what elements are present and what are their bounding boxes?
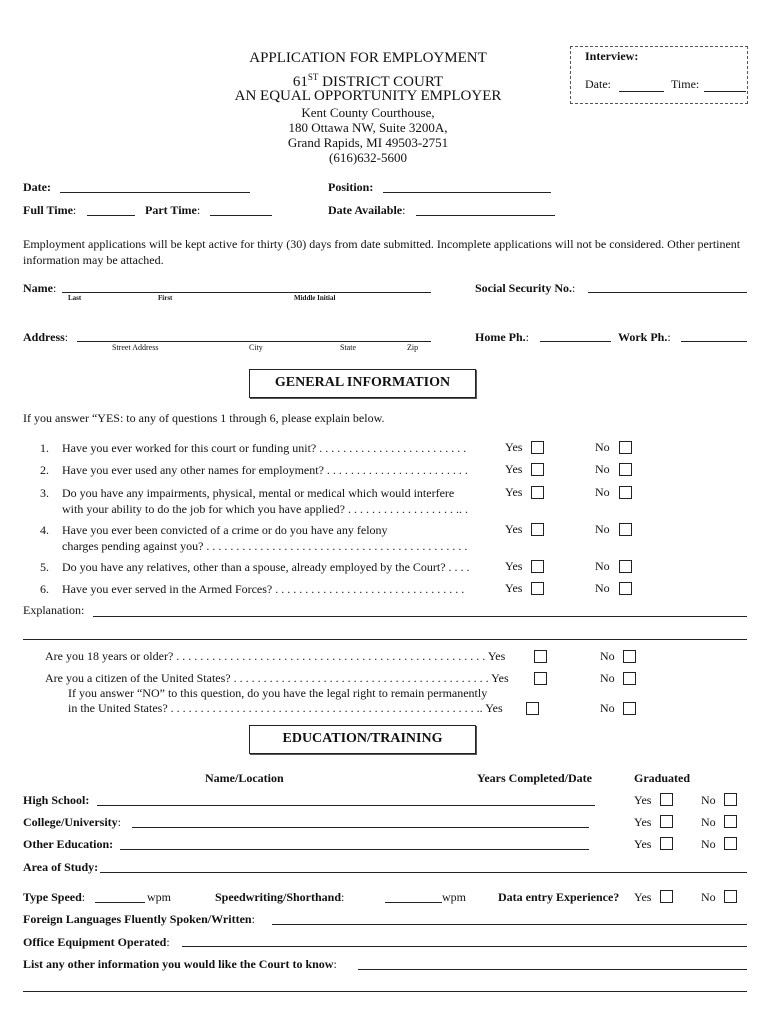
age-no-label: No xyxy=(600,649,615,663)
explanation-field-line1[interactable] xyxy=(93,616,747,617)
age-no-checkbox[interactable] xyxy=(623,650,636,663)
form-title-line1: APPLICATION FOR EMPLOYMENT xyxy=(249,50,487,66)
q6-yes-checkbox[interactable] xyxy=(531,582,544,595)
other-education-yes-label: Yes xyxy=(634,837,652,851)
date-available-field[interactable] xyxy=(416,215,555,216)
explanation-label: Explanation: xyxy=(23,603,85,617)
interview-box xyxy=(570,46,748,104)
legal-right-no-checkbox[interactable] xyxy=(623,702,636,715)
work-phone-field[interactable] xyxy=(681,341,747,342)
question-5: 5. Do you have any relatives, other than a spouse, already employed by the Court? . . . . xyxy=(40,560,470,574)
area-of-study-field[interactable] xyxy=(100,872,747,873)
other-info-label: List any other information you would like the Court to know: xyxy=(23,957,337,971)
work-phone-label: Work Ph.: xyxy=(618,330,671,344)
legal-right-yes-checkbox[interactable] xyxy=(526,702,539,715)
type-speed-field[interactable] xyxy=(95,902,145,903)
high-school-no-label: No xyxy=(701,793,716,807)
col-name-location: Name/Location xyxy=(205,771,284,785)
general-intro: If you answer “YES: to any of questions 1 through 6, please explain below. xyxy=(23,411,385,425)
other-education-label: Other Education: xyxy=(23,837,114,851)
general-information-heading: GENERAL INFORMATION xyxy=(249,369,476,398)
street-caption: Street Address xyxy=(112,343,159,352)
citizen-question: Are you a citizen of the United States? . . . . . . . . . . . . . . . . . . . . . . . . . . . . . . . . . . . . . . . . . . . Yes xyxy=(45,671,509,685)
date-label: Date: xyxy=(23,180,51,194)
zip-caption: Zip xyxy=(407,343,419,352)
ssn-field[interactable] xyxy=(588,292,747,293)
other-education-field[interactable] xyxy=(120,849,589,850)
q2-yes-label: Yes xyxy=(505,462,523,476)
part-time-label: Part Time: xyxy=(145,203,201,217)
languages-label: Foreign Languages Fluently Spoken/Written: xyxy=(23,912,255,926)
college-yes-label: Yes xyxy=(634,815,652,829)
part-time-field[interactable] xyxy=(210,215,272,216)
citizen-no-label: No xyxy=(600,671,615,685)
question-2: 2. Have you ever used any other names for employment? . . . . . . . . . . . . . . . . . . . . . . . . xyxy=(40,463,468,477)
q4-no-label: No xyxy=(595,522,610,536)
languages-field[interactable] xyxy=(272,924,747,925)
name-field[interactable] xyxy=(62,292,431,293)
high-school-yes-checkbox[interactable] xyxy=(660,793,673,806)
high-school-no-checkbox[interactable] xyxy=(724,793,737,806)
data-entry-label: Data entry Experience? xyxy=(498,890,620,904)
legal-right-question-line1: If you answer “NO” to this question, do you have the legal right to remain permanently xyxy=(68,686,488,700)
college-no-checkbox[interactable] xyxy=(724,815,737,828)
office-equipment-label: Office Equipment Operated: xyxy=(23,935,170,949)
date-field[interactable] xyxy=(60,192,250,193)
q6-yes-label: Yes xyxy=(505,581,523,595)
legal-right-no-label: No xyxy=(600,701,615,715)
data-entry-no-label: No xyxy=(701,890,716,904)
q2-yes-checkbox[interactable] xyxy=(531,463,544,476)
notice-text: Employment applications will be kept active for thirty (30) days from date submitted. Incomplete applications will not be considered. Other pertinent information may be attached. xyxy=(23,237,741,267)
college-yes-checkbox[interactable] xyxy=(660,815,673,828)
q4-yes-label: Yes xyxy=(505,522,523,536)
other-education-no-label: No xyxy=(701,837,716,851)
other-info-field-line1[interactable] xyxy=(358,969,747,970)
q5-yes-label: Yes xyxy=(505,559,523,573)
name-label: Name: xyxy=(23,281,57,295)
shorthand-label: Speedwriting/Shorthand: xyxy=(215,890,345,904)
high-school-label: High School: xyxy=(23,793,90,807)
name-middle-caption: Middle Initial xyxy=(294,294,336,302)
high-school-field[interactable] xyxy=(97,805,595,806)
question-3: 3. Do you have any impairments, physical, mental or medical which would interfere with your ability to do the job for which you have applied? . . . . . . . . . . . . . . . . . . .. . xyxy=(40,486,468,516)
other-education-no-checkbox[interactable] xyxy=(724,837,737,850)
q6-no-checkbox[interactable] xyxy=(619,582,632,595)
office-equipment-field[interactable] xyxy=(182,946,747,947)
date-available-label: Date Available: xyxy=(328,203,406,217)
address-line2: 180 Ottawa NW, Suite 3200A, xyxy=(288,120,448,135)
age-yes-checkbox[interactable] xyxy=(534,650,547,663)
other-info-field-line2[interactable] xyxy=(23,991,747,992)
court-name: DISTRICT COURT xyxy=(318,74,444,90)
age-question: Are you 18 years or older? . . . . . . . . . . . . . . . . . . . . . . . . . . . . . . . . . . . . . . . . . . . . . . . . . . . . Yes xyxy=(45,649,506,663)
ssn-label: Social Security No.: xyxy=(475,281,576,295)
name-first-caption: First xyxy=(158,294,173,302)
interview-date-label: Date: xyxy=(585,77,611,91)
data-entry-yes-checkbox[interactable] xyxy=(660,890,673,903)
college-field[interactable] xyxy=(132,827,589,828)
other-education-yes-checkbox[interactable] xyxy=(660,837,673,850)
question-4: 4. Have you ever been convicted of a crime or do you have any felony charges pending against you? . . . . . . . . . . . . . . . . . . . . . . . . . . . . . . . . . . . . . . . . . . . . xyxy=(40,523,468,553)
citizen-yes-checkbox[interactable] xyxy=(534,672,547,685)
address-line3: Grand Rapids, MI 49503-2751 xyxy=(287,135,449,150)
interview-time-field[interactable] xyxy=(704,91,746,92)
city-caption: City xyxy=(249,343,263,352)
address-label: Address: xyxy=(23,330,69,344)
area-of-study-label: Area of Study: xyxy=(23,860,99,874)
address-field[interactable] xyxy=(77,341,431,342)
q2-no-label: No xyxy=(595,462,610,476)
q3-no-checkbox[interactable] xyxy=(619,486,632,499)
q5-yes-checkbox[interactable] xyxy=(531,560,544,573)
data-entry-yes-label: Yes xyxy=(634,890,652,904)
q6-no-label: No xyxy=(595,581,610,595)
question-1: 1. Have you ever worked for this court or funding unit? . . . . . . . . . . . . . . . . . . . . . . . . . xyxy=(40,441,467,455)
high-school-yes-label: Yes xyxy=(634,793,652,807)
state-caption: State xyxy=(340,343,356,352)
q3-yes-checkbox[interactable] xyxy=(531,486,544,499)
col-years-completed: Years Completed/Date xyxy=(477,771,592,785)
interview-date-field[interactable] xyxy=(619,91,664,92)
q1-no-checkbox[interactable] xyxy=(619,441,632,454)
col-graduated: Graduated xyxy=(634,771,691,785)
education-training-heading: EDUCATION/TRAINING xyxy=(249,725,476,754)
court-number-suffix: ST xyxy=(307,72,319,82)
position-field[interactable] xyxy=(383,192,551,193)
college-label: College/University: xyxy=(23,815,121,829)
form-title-line3: AN EQUAL OPPORTUNITY EMPLOYER xyxy=(234,88,502,104)
data-entry-no-checkbox[interactable] xyxy=(724,890,737,903)
full-time-label: Full Time: xyxy=(23,203,77,217)
q5-no-checkbox[interactable] xyxy=(619,560,632,573)
legal-right-question-line2: in the United States? . . . . . . . . . . . . . . . . . . . . . . . . . . . . . . . . . . . . . . . . . . . . . . . . . . . .. Yes xyxy=(68,701,503,715)
full-time-field[interactable] xyxy=(87,215,135,216)
q3-no-label: No xyxy=(595,485,610,499)
name-last-caption: Last xyxy=(68,294,82,302)
citizen-no-checkbox[interactable] xyxy=(623,672,636,685)
home-phone-label: Home Ph.: xyxy=(475,330,530,344)
shorthand-field[interactable] xyxy=(385,902,442,903)
q1-no-label: No xyxy=(595,440,610,454)
question-6: 6. Have you ever served in the Armed Forces? . . . . . . . . . . . . . . . . . . . . . . . . . . . . . . . . xyxy=(40,582,465,596)
q4-no-checkbox[interactable] xyxy=(619,523,632,536)
interview-title: Interview: xyxy=(585,49,639,63)
address-line1: Kent County Courthouse, xyxy=(301,105,435,120)
college-no-label: No xyxy=(701,815,716,829)
interview-time-label: Time: xyxy=(671,77,700,91)
address-phone: (616)632-5600 xyxy=(329,150,407,165)
q1-yes-checkbox[interactable] xyxy=(531,441,544,454)
position-label: Position: xyxy=(328,180,374,194)
explanation-field-line2[interactable] xyxy=(23,639,747,640)
q1-yes-label: Yes xyxy=(505,440,523,454)
q4-yes-checkbox[interactable] xyxy=(531,523,544,536)
court-number: 61 xyxy=(292,74,308,90)
q3-yes-label: Yes xyxy=(505,485,523,499)
q5-no-label: No xyxy=(595,559,610,573)
shorthand-unit: wpm xyxy=(442,890,466,904)
type-speed-label: Type Speed: xyxy=(23,890,86,904)
home-phone-field[interactable] xyxy=(540,341,611,342)
q2-no-checkbox[interactable] xyxy=(619,463,632,476)
type-speed-unit: wpm xyxy=(147,890,171,904)
